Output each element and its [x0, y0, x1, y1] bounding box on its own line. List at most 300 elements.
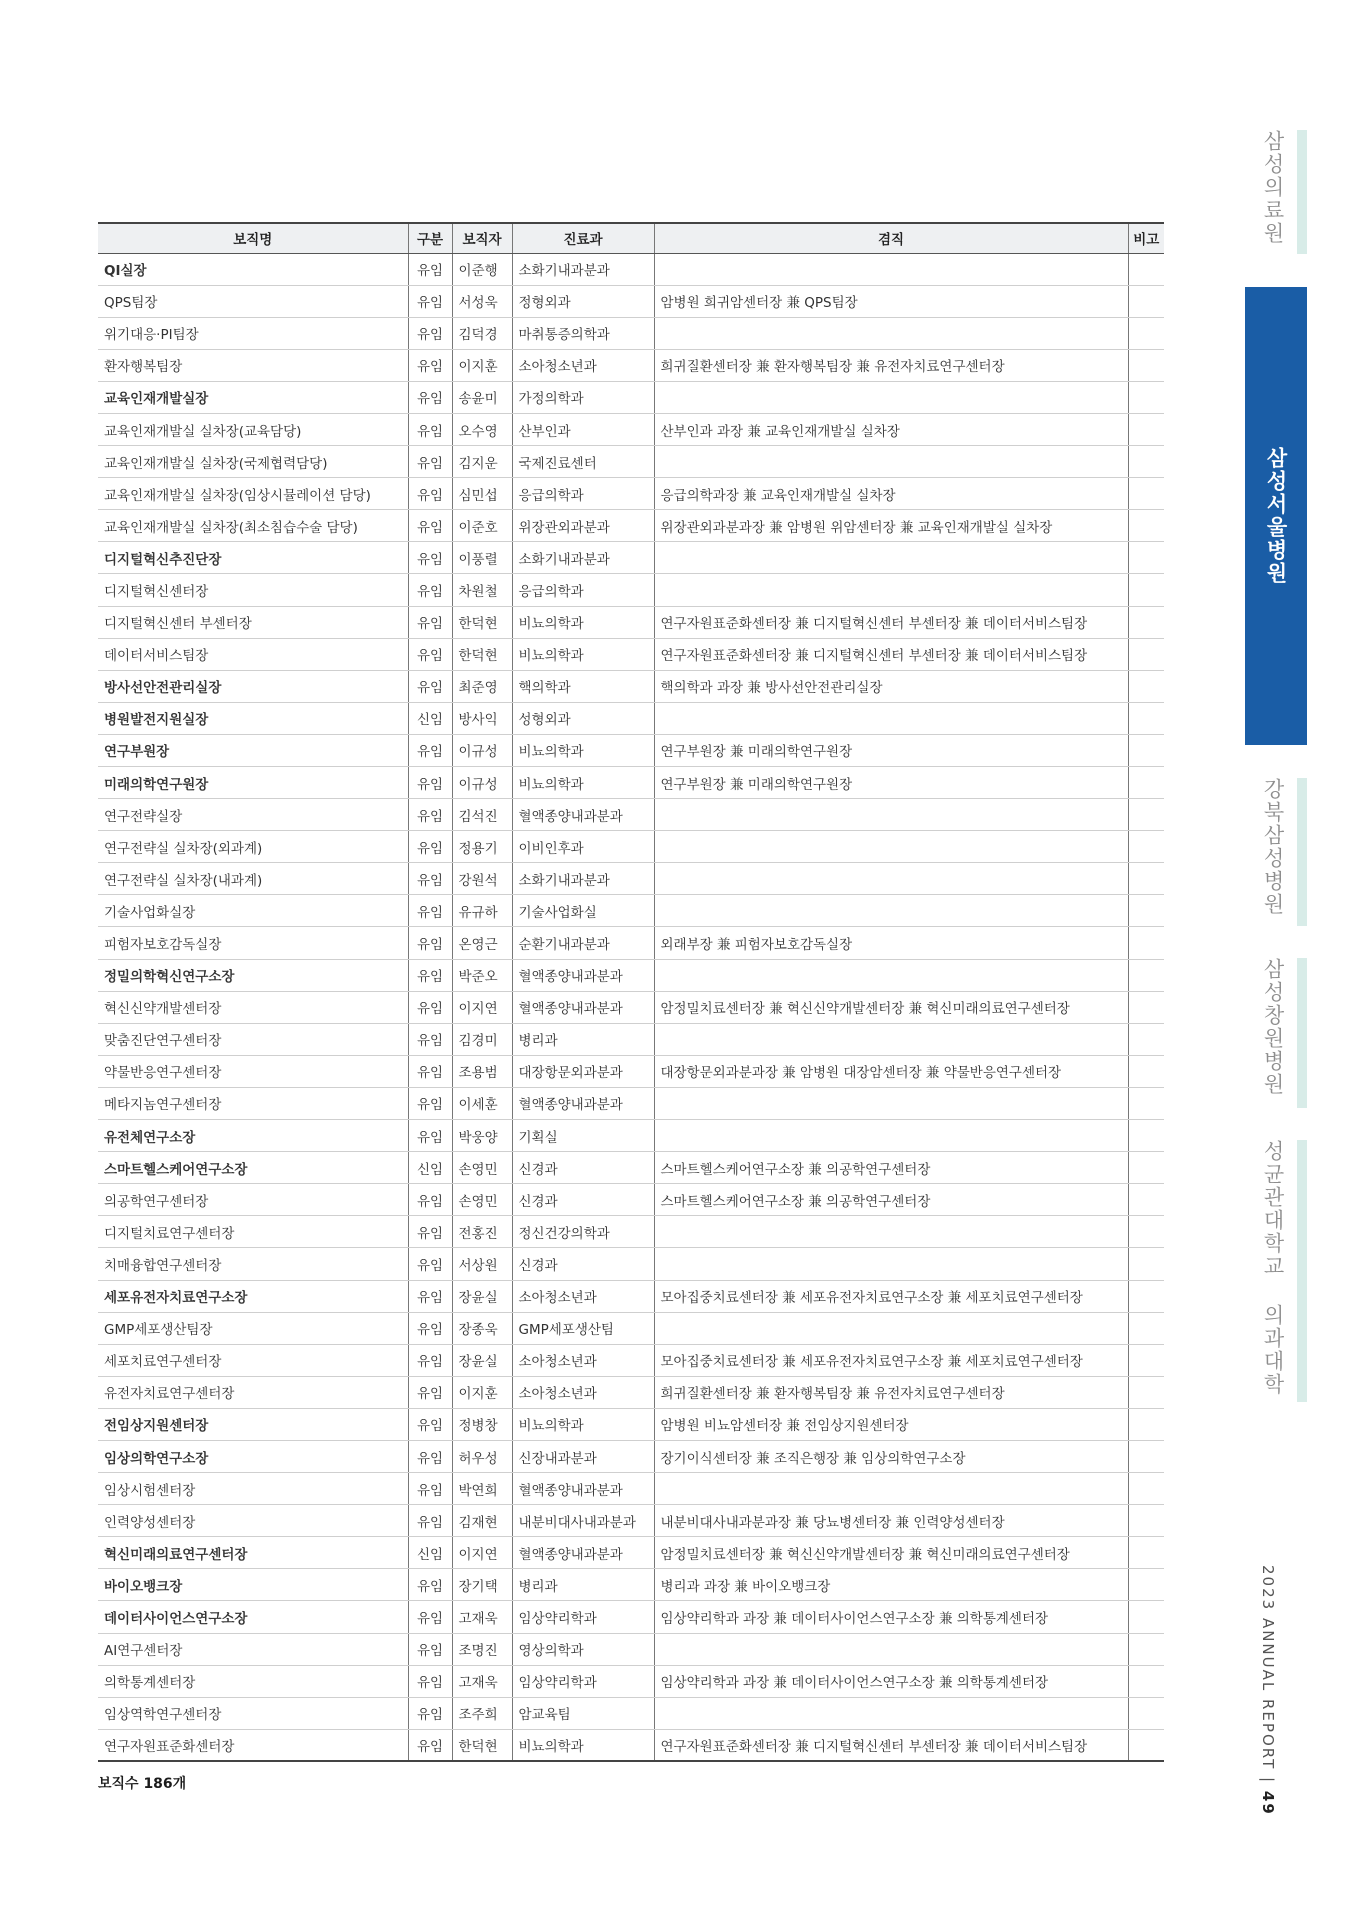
note-cell: [1128, 1376, 1164, 1408]
person-cell: 한덕현: [452, 638, 512, 670]
type-cell: 유임: [408, 927, 452, 959]
concurrent-cell: 모아집중치료센터장 兼 세포유전자치료연구소장 兼 세포치료연구센터장: [654, 1280, 1128, 1312]
table-row: [98, 1505, 1164, 1537]
position-cell: 교육인재개발실 실차장(국제협력담당): [98, 446, 408, 478]
position-cell: 병원발전지원실장: [98, 702, 408, 734]
table-row: [98, 895, 1164, 927]
table-row: [98, 638, 1164, 670]
concurrent-cell: [654, 542, 1128, 574]
person-cell: 김재현: [452, 1505, 512, 1537]
department-cell: 핵의학과: [512, 670, 654, 702]
table-row: [98, 1248, 1164, 1280]
report-separator: |: [1259, 1777, 1277, 1785]
position-cell: 연구전략실장: [98, 799, 408, 831]
position-cell: 정밀의학혁신연구소장: [98, 959, 408, 991]
table-row: [98, 1537, 1164, 1569]
concurrent-cell: [654, 831, 1128, 863]
concurrent-cell: 암정밀치료센터장 兼 혁신신약개발센터장 兼 혁신미래의료연구센터장: [654, 1537, 1128, 1569]
type-cell: 신임: [408, 1537, 452, 1569]
table-row: [98, 1023, 1164, 1055]
tab-kangbuk-samsung-hospital[interactable]: 강북삼성병원: [1261, 778, 1285, 916]
person-cell: 고재욱: [452, 1601, 512, 1633]
position-cell: 교육인재개발실 실차장(교육담당): [98, 413, 408, 445]
position-cell: 의공학연구센터장: [98, 1184, 408, 1216]
note-cell: [1128, 991, 1164, 1023]
table-row: [98, 1440, 1164, 1472]
table-row: [98, 927, 1164, 959]
concurrent-cell: [654, 895, 1128, 927]
type-cell: 유임: [408, 767, 452, 799]
department-cell: 혈액종양내과분과: [512, 1473, 654, 1505]
department-cell: 신경과: [512, 1184, 654, 1216]
table-row: [98, 799, 1164, 831]
table-row: [98, 831, 1164, 863]
note-cell: [1128, 1120, 1164, 1152]
table-row: [98, 670, 1164, 702]
note-cell: [1128, 670, 1164, 702]
department-cell: 소화기내과분과: [512, 542, 654, 574]
tab-skku-medicine[interactable]: 성균관대학교 의과대학: [1261, 1140, 1285, 1396]
table-row: [98, 1120, 1164, 1152]
concurrent-cell: [654, 1312, 1128, 1344]
department-cell: 응급의학과: [512, 574, 654, 606]
department-cell: 혈액종양내과분과: [512, 799, 654, 831]
table-row: [98, 734, 1164, 766]
table-row: [98, 349, 1164, 381]
note-cell: [1128, 1344, 1164, 1376]
note-cell: [1128, 1248, 1164, 1280]
concurrent-cell: 임상약리학과 과장 兼 데이터사이언스연구소장 兼 의학통계센터장: [654, 1601, 1128, 1633]
person-cell: 조용범: [452, 1055, 512, 1087]
note-cell: [1128, 1023, 1164, 1055]
position-cell: 데이터사이언스연구소장: [98, 1601, 408, 1633]
table-header-row: [98, 223, 1164, 253]
concurrent-cell: [654, 1087, 1128, 1119]
type-cell: 유임: [408, 1216, 452, 1248]
position-cell: QI실장: [98, 253, 408, 285]
position-cell: 디지털혁신센터장: [98, 574, 408, 606]
tab-samsung-medical-center[interactable]: 삼성의료원: [1261, 130, 1285, 245]
concurrent-cell: [654, 1248, 1128, 1280]
table-row: [98, 253, 1164, 285]
person-cell: 온영근: [452, 927, 512, 959]
concurrent-cell: [654, 959, 1128, 991]
person-cell: 이규성: [452, 734, 512, 766]
note-cell: [1128, 1312, 1164, 1344]
department-cell: 가정의학과: [512, 381, 654, 413]
department-cell: 임상약리학과: [512, 1665, 654, 1697]
note-cell: [1128, 574, 1164, 606]
position-cell: 의학통계센터장: [98, 1665, 408, 1697]
department-cell: 이비인후과: [512, 831, 654, 863]
note-cell: [1128, 1473, 1164, 1505]
department-cell: 소아청소년과: [512, 1280, 654, 1312]
department-cell: 혈액종양내과분과: [512, 1537, 654, 1569]
person-cell: 전홍진: [452, 1216, 512, 1248]
person-cell: 이지연: [452, 991, 512, 1023]
position-cell: 데이터서비스팀장: [98, 638, 408, 670]
concurrent-cell: 희귀질환센터장 兼 환자행복팀장 兼 유전자치료연구센터장: [654, 1376, 1128, 1408]
note-cell: [1128, 767, 1164, 799]
person-cell: 이준호: [452, 510, 512, 542]
note-cell: [1128, 413, 1164, 445]
position-cell: 인력양성센터장: [98, 1505, 408, 1537]
department-cell: 암교육팀: [512, 1697, 654, 1729]
table-row: [98, 959, 1164, 991]
note-cell: [1128, 606, 1164, 638]
person-cell: 한덕현: [452, 606, 512, 638]
type-cell: 유임: [408, 1569, 452, 1601]
note-cell: [1128, 895, 1164, 927]
position-count: 보직수 186개: [98, 1776, 187, 1792]
type-cell: 유임: [408, 734, 452, 766]
table-row: [98, 767, 1164, 799]
person-cell: 이준행: [452, 253, 512, 285]
concurrent-cell: 대장항문외과분과장 兼 암병원 대장암센터장 兼 약물반응연구센터장: [654, 1055, 1128, 1087]
table-row: [98, 542, 1164, 574]
position-cell: 교육인재개발실 실차장(임상시뮬레이션 담당): [98, 478, 408, 510]
table-row: [98, 1216, 1164, 1248]
position-cell: 스마트헬스케어연구소장: [98, 1152, 408, 1184]
concurrent-cell: [654, 381, 1128, 413]
position-cell: 혁신미래의료연구센터장: [98, 1537, 408, 1569]
department-cell: 마취통증의학과: [512, 317, 654, 349]
position-cell: 맞춤진단연구센터장: [98, 1023, 408, 1055]
position-cell: 환자행복팀장: [98, 349, 408, 381]
header-position: 보직명: [98, 223, 408, 253]
type-cell: 유임: [408, 638, 452, 670]
type-cell: 유임: [408, 253, 452, 285]
concurrent-cell: 암정밀치료센터장 兼 혁신신약개발센터장 兼 혁신미래의료연구센터장: [654, 991, 1128, 1023]
table-row: [98, 1473, 1164, 1505]
note-cell: [1128, 510, 1164, 542]
note-cell: [1128, 253, 1164, 285]
note-cell: [1128, 799, 1164, 831]
concurrent-cell: 임상약리학과 과장 兼 데이터사이언스연구소장 兼 의학통계센터장: [654, 1665, 1128, 1697]
position-cell: 임상역학연구센터장: [98, 1697, 408, 1729]
table-row: [98, 991, 1164, 1023]
type-cell: 유임: [408, 1312, 452, 1344]
table-row: [98, 606, 1164, 638]
type-cell: 유임: [408, 1023, 452, 1055]
position-cell: 혁신신약개발센터장: [98, 991, 408, 1023]
department-cell: 혈액종양내과분과: [512, 959, 654, 991]
note-cell: [1128, 1055, 1164, 1087]
table-row: [98, 1087, 1164, 1119]
position-cell: 유전자치료연구센터장: [98, 1376, 408, 1408]
position-cell: 세포유전자치료연구소장: [98, 1280, 408, 1312]
department-cell: 산부인과: [512, 413, 654, 445]
concurrent-cell: 장기이식센터장 兼 조직은행장 兼 임상의학연구소장: [654, 1440, 1128, 1472]
note-cell: [1128, 1633, 1164, 1665]
note-cell: [1128, 285, 1164, 317]
person-cell: 손영민: [452, 1152, 512, 1184]
type-cell: 유임: [408, 478, 452, 510]
person-cell: 장윤실: [452, 1344, 512, 1376]
concurrent-cell: 연구자원표준화센터장 兼 디지털혁신센터 부센터장 兼 데이터서비스팀장: [654, 1729, 1128, 1761]
concurrent-cell: 외래부장 兼 피험자보호감독실장: [654, 927, 1128, 959]
tab-samsung-changwon-hospital[interactable]: 삼성창원병원: [1261, 958, 1285, 1096]
header-note: 비고: [1128, 223, 1164, 253]
person-cell: 이지연: [452, 1537, 512, 1569]
type-cell: 유임: [408, 1376, 452, 1408]
department-cell: 비뇨의학과: [512, 734, 654, 766]
position-cell: 교육인재개발실장: [98, 381, 408, 413]
type-cell: 유임: [408, 799, 452, 831]
position-cell: 세포치료연구센터장: [98, 1344, 408, 1376]
person-cell: 박웅양: [452, 1120, 512, 1152]
position-cell: 연구전략실 실차장(내과계): [98, 863, 408, 895]
note-cell: [1128, 1216, 1164, 1248]
department-cell: 신장내과분과: [512, 1440, 654, 1472]
note-cell: [1128, 1665, 1164, 1697]
concurrent-cell: [654, 863, 1128, 895]
concurrent-cell: 위장관외과분과장 兼 암병원 위암센터장 兼 교육인재개발실 실차장: [654, 510, 1128, 542]
department-cell: 병리과: [512, 1569, 654, 1601]
type-cell: 유임: [408, 285, 452, 317]
table-row: [98, 1569, 1164, 1601]
concurrent-cell: [654, 1120, 1128, 1152]
table-row: [98, 381, 1164, 413]
concurrent-cell: 연구부원장 兼 미래의학연구원장: [654, 734, 1128, 766]
position-cell: 교육인재개발실 실차장(최소침습수술 담당): [98, 510, 408, 542]
department-cell: 내분비대사내과분과: [512, 1505, 654, 1537]
concurrent-cell: 내분비대사내과분과장 兼 당뇨병센터장 兼 인력양성센터장: [654, 1505, 1128, 1537]
table-row: [98, 1376, 1164, 1408]
person-cell: 서성욱: [452, 285, 512, 317]
note-cell: [1128, 702, 1164, 734]
note-cell: [1128, 1601, 1164, 1633]
department-cell: 정형외과: [512, 285, 654, 317]
table-row: [98, 1312, 1164, 1344]
position-cell: 디지털혁신센터 부센터장: [98, 606, 408, 638]
concurrent-cell: [654, 253, 1128, 285]
department-cell: 소화기내과분과: [512, 253, 654, 285]
type-cell: 유임: [408, 349, 452, 381]
note-cell: [1128, 638, 1164, 670]
table-row: [98, 1344, 1164, 1376]
person-cell: 장기택: [452, 1569, 512, 1601]
table-row: [98, 1633, 1164, 1665]
department-cell: 정신건강의학과: [512, 1216, 654, 1248]
person-cell: 박연희: [452, 1473, 512, 1505]
person-cell: 허우성: [452, 1440, 512, 1472]
department-cell: 소아청소년과: [512, 1376, 654, 1408]
type-cell: 유임: [408, 895, 452, 927]
person-cell: 김지운: [452, 446, 512, 478]
person-cell: 방사익: [452, 702, 512, 734]
note-cell: [1128, 863, 1164, 895]
person-cell: 유규하: [452, 895, 512, 927]
person-cell: 이지훈: [452, 1376, 512, 1408]
concurrent-cell: [654, 317, 1128, 349]
person-cell: 손영민: [452, 1184, 512, 1216]
department-cell: 소아청소년과: [512, 349, 654, 381]
department-cell: 기획실: [512, 1120, 654, 1152]
type-cell: 신임: [408, 702, 452, 734]
table-row: [98, 413, 1164, 445]
type-cell: 신임: [408, 1152, 452, 1184]
concurrent-cell: 암병원 비뇨암센터장 兼 전임상지원센터장: [654, 1408, 1128, 1440]
position-cell: 디지털치료연구센터장: [98, 1216, 408, 1248]
concurrent-cell: 핵의학과 과장 兼 방사선안전관리실장: [654, 670, 1128, 702]
table-row: [98, 1665, 1164, 1697]
person-cell: 정용기: [452, 831, 512, 863]
table-row: [98, 317, 1164, 349]
concurrent-cell: 암병원 희귀암센터장 兼 QPS팀장: [654, 285, 1128, 317]
concurrent-cell: 연구자원표준화센터장 兼 디지털혁신센터 부센터장 兼 데이터서비스팀장: [654, 606, 1128, 638]
department-cell: 비뇨의학과: [512, 767, 654, 799]
note-cell: [1128, 1087, 1164, 1119]
type-cell: 유임: [408, 670, 452, 702]
concurrent-cell: [654, 574, 1128, 606]
type-cell: 유임: [408, 1087, 452, 1119]
person-cell: 서상원: [452, 1248, 512, 1280]
table-row: [98, 1280, 1164, 1312]
header-department: 진료과: [512, 223, 654, 253]
note-cell: [1128, 831, 1164, 863]
position-cell: 미래의학연구원장: [98, 767, 408, 799]
position-cell: 임상시험센터장: [98, 1473, 408, 1505]
type-cell: 유임: [408, 831, 452, 863]
concurrent-cell: 스마트헬스케어연구소장 兼 의공학연구센터장: [654, 1152, 1128, 1184]
person-cell: 조명진: [452, 1633, 512, 1665]
note-cell: [1128, 1152, 1164, 1184]
position-cell: GMP세포생산팀장: [98, 1312, 408, 1344]
department-cell: 성형외과: [512, 702, 654, 734]
person-cell: 송윤미: [452, 381, 512, 413]
report-title: 2023 ANNUAL REPORT: [1259, 1565, 1277, 1771]
note-cell: [1128, 1697, 1164, 1729]
note-cell: [1128, 542, 1164, 574]
table-row: [98, 1729, 1164, 1761]
person-cell: 고재욱: [452, 1665, 512, 1697]
table-row: [98, 446, 1164, 478]
table-row: [98, 702, 1164, 734]
header-person: 보직자: [452, 223, 512, 253]
type-cell: 유임: [408, 863, 452, 895]
department-cell: 소아청소년과: [512, 1344, 654, 1376]
table-row: [98, 1408, 1164, 1440]
position-cell: 기술사업화실장: [98, 895, 408, 927]
note-cell: [1128, 1440, 1164, 1472]
concurrent-cell: [654, 446, 1128, 478]
table-row: [98, 1697, 1164, 1729]
position-cell: 임상의학연구소장: [98, 1440, 408, 1472]
type-cell: 유임: [408, 1280, 452, 1312]
department-cell: 신경과: [512, 1248, 654, 1280]
note-cell: [1128, 1280, 1164, 1312]
person-cell: 장종욱: [452, 1312, 512, 1344]
note-cell: [1128, 1505, 1164, 1537]
type-cell: 유임: [408, 542, 452, 574]
person-cell: 김경미: [452, 1023, 512, 1055]
note-cell: [1128, 317, 1164, 349]
person-cell: 오수영: [452, 413, 512, 445]
department-cell: 비뇨의학과: [512, 638, 654, 670]
type-cell: 유임: [408, 959, 452, 991]
person-cell: 한덕현: [452, 1729, 512, 1761]
concurrent-cell: [654, 1633, 1128, 1665]
note-cell: [1128, 446, 1164, 478]
person-cell: 조주희: [452, 1697, 512, 1729]
concurrent-cell: 희귀질환센터장 兼 환자행복팀장 兼 유전자치료연구센터장: [654, 349, 1128, 381]
type-cell: 유임: [408, 574, 452, 606]
concurrent-cell: [654, 1023, 1128, 1055]
position-cell: 피험자보호감독실장: [98, 927, 408, 959]
table-row: [98, 478, 1164, 510]
note-cell: [1128, 959, 1164, 991]
department-cell: 소화기내과분과: [512, 863, 654, 895]
concurrent-cell: [654, 799, 1128, 831]
department-cell: 응급의학과: [512, 478, 654, 510]
type-cell: 유임: [408, 1055, 452, 1087]
department-cell: 비뇨의학과: [512, 1729, 654, 1761]
note-cell: [1128, 1729, 1164, 1761]
department-cell: 신경과: [512, 1152, 654, 1184]
concurrent-cell: 병리과 과장 兼 바이오뱅크장: [654, 1569, 1128, 1601]
person-cell: 김덕경: [452, 317, 512, 349]
type-cell: 유임: [408, 381, 452, 413]
department-cell: 대장항문외과분과: [512, 1055, 654, 1087]
position-cell: 전임상지원센터장: [98, 1408, 408, 1440]
concurrent-cell: 스마트헬스케어연구소장 兼 의공학연구센터장: [654, 1184, 1128, 1216]
concurrent-cell: 산부인과 과장 兼 교육인재개발실 실차장: [654, 413, 1128, 445]
concurrent-cell: 모아집중치료센터장 兼 세포유전자치료연구소장 兼 세포치료연구센터장: [654, 1344, 1128, 1376]
type-cell: 유임: [408, 446, 452, 478]
appointments-table-wrap: [98, 222, 1164, 1762]
position-cell: 약물반응연구센터장: [98, 1055, 408, 1087]
position-cell: 연구부원장: [98, 734, 408, 766]
department-cell: 기술사업화실: [512, 895, 654, 927]
department-cell: 순환기내과분과: [512, 927, 654, 959]
department-cell: GMP세포생산팀: [512, 1312, 654, 1344]
person-cell: 강원석: [452, 863, 512, 895]
department-cell: 혈액종양내과분과: [512, 991, 654, 1023]
tab-samsung-seoul-hospital[interactable]: 삼성서울병원: [1245, 287, 1307, 745]
type-cell: 유임: [408, 413, 452, 445]
department-cell: 임상약리학과: [512, 1601, 654, 1633]
type-cell: 유임: [408, 1665, 452, 1697]
person-cell: 이세훈: [452, 1087, 512, 1119]
note-cell: [1128, 734, 1164, 766]
position-cell: QPS팀장: [98, 285, 408, 317]
table-row: [98, 1055, 1164, 1087]
type-cell: 유임: [408, 1248, 452, 1280]
person-cell: 심민섭: [452, 478, 512, 510]
concurrent-cell: 연구자원표준화센터장 兼 디지털혁신센터 부센터장 兼 데이터서비스팀장: [654, 638, 1128, 670]
person-cell: 최준영: [452, 670, 512, 702]
department-cell: 비뇨의학과: [512, 1408, 654, 1440]
person-cell: 김석진: [452, 799, 512, 831]
person-cell: 차원철: [452, 574, 512, 606]
concurrent-cell: 연구부원장 兼 미래의학연구원장: [654, 767, 1128, 799]
appointments-table: [98, 222, 1164, 1762]
note-cell: [1128, 381, 1164, 413]
table-row: [98, 510, 1164, 542]
department-cell: 영상의학과: [512, 1633, 654, 1665]
type-cell: 유임: [408, 1120, 452, 1152]
department-cell: 병리과: [512, 1023, 654, 1055]
table-row: [98, 1184, 1164, 1216]
concurrent-cell: [654, 702, 1128, 734]
person-cell: 박준오: [452, 959, 512, 991]
type-cell: 유임: [408, 1697, 452, 1729]
concurrent-cell: [654, 1697, 1128, 1729]
note-cell: [1128, 927, 1164, 959]
table-row: [98, 574, 1164, 606]
person-cell: 이지훈: [452, 349, 512, 381]
